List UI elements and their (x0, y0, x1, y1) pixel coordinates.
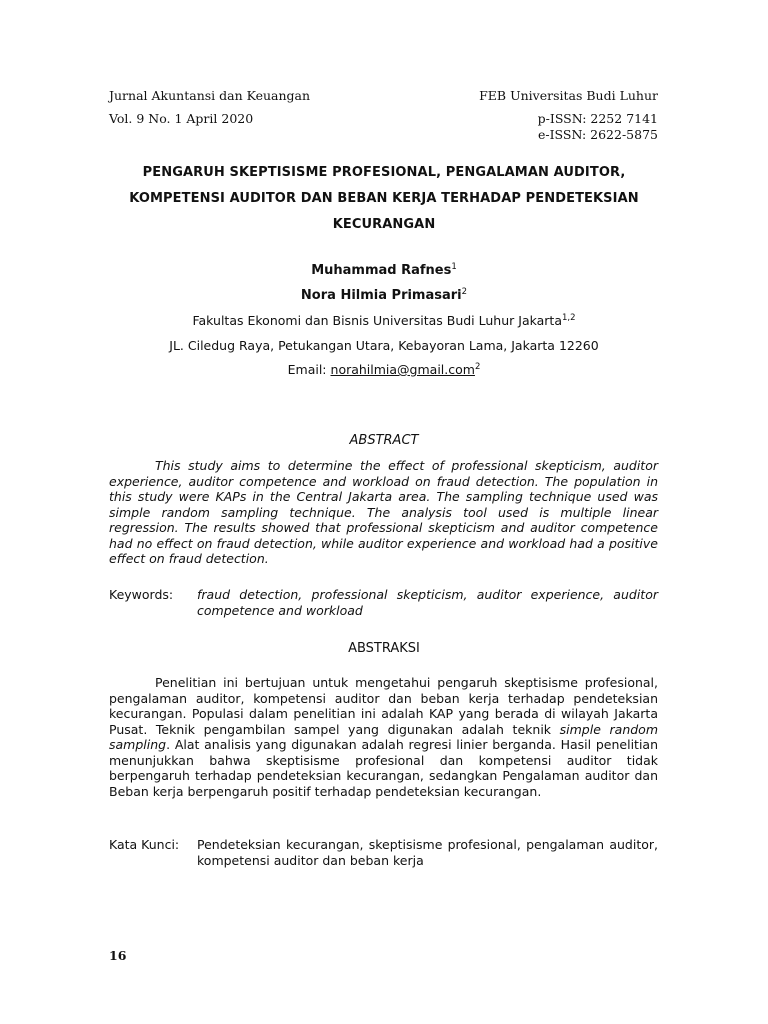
keywords-text: fraud detection, professional skepticism, auditor experience, auditor competence and workload (197, 587, 658, 618)
paper-title (100, 160, 668, 238)
abstract-body (109, 458, 658, 567)
faculty-mark: 1,2 (561, 313, 576, 323)
abstraksi-body (109, 675, 658, 799)
keywords-label: Keywords: (109, 587, 174, 602)
abstraksi-heading: ABSTRAKSI (348, 641, 420, 656)
e-issn: e-ISSN: 2622-5875 (538, 127, 658, 142)
author-1 (0, 262, 768, 280)
kata-kunci-text: Pendeteksian kecurangan, skeptisisme profesional, pengalaman auditor, kompetensi auditor dan beban kerja (197, 837, 658, 868)
abstract-keywords (109, 587, 658, 619)
affiliation-email (0, 361, 768, 379)
p-issn: p-ISSN: 2252 7141 (537, 111, 658, 126)
title-line-3: KECURANGAN (332, 217, 436, 232)
affiliation-address: JL. Ciledug Raya, Petukangan Utara, Kebayoran Lama, Jakarta 12260 (169, 338, 599, 353)
email-label: Email: (287, 362, 327, 377)
email-mark: 2 (474, 362, 481, 372)
abstraksi-keywords (109, 837, 658, 869)
faculty-text: Fakultas Ekonomi dan Bisnis Universitas Budi Luhur Jakarta (192, 313, 562, 328)
abstract-text: This study aims to determine the effect of professional skepticism, auditor experience, auditor competence and workload on fraud detection. The population in this study were KAPs in the Central Jakarta area. The sampling technique used was simple random sampling technique. The analysis tool used is multiple linear regression. The results showed that professional skepticism and auditor competence had no effect on fraud detection, while auditor experience and workload had a positive effect on fraud detection. (109, 458, 658, 566)
author-mark: 2 (461, 287, 468, 297)
journal-institution: FEB Universitas Budi Luhur (479, 88, 658, 103)
journal-name: Jurnal Akuntansi dan Keuangan (109, 88, 311, 103)
affiliation-faculty (0, 312, 768, 330)
journal-volume: Vol. 9 No. 1 April 2020 (109, 111, 254, 126)
page-number: 16 (109, 948, 127, 963)
abstraksi-text-italic: simple random sampling (109, 721, 658, 752)
kata-kunci-label: Kata Kunci: (109, 837, 180, 852)
author-2 (0, 287, 768, 305)
title-line-2: KOMPETENSI AUDITOR DAN BEBAN KERJA TERHADAP PENDETEKSIAN (129, 191, 639, 206)
abstraksi-text-2: . Alat analisis yang digunakan adalah regresi linier berganda. Hasil penelitian menunjukkan bahwa skeptisisme profesional dan kompetensi auditor tidak berpengaruh terhadap pendeteksian kecurangan, sedangkan Pengalaman auditor dan Beban kerja berpengaruh positif terhadap pendeteksian kecurangan. (109, 737, 658, 799)
author-name: Nora Hilmia Primasari (300, 288, 462, 303)
author-mark: 1 (451, 262, 457, 272)
abstract-heading: ABSTRACT (349, 433, 419, 448)
title-line-1: PENGARUH SKEPTISISME PROFESIONAL, PENGALAMAN AUDITOR, (142, 165, 626, 180)
abstraksi-text-1: Penelitian ini bertujuan untuk mengetahui pengaruh skeptisisme profesional, pengalaman auditor, kompetensi auditor dan beban kerja terhadap pendeteksian kecurangan. Populasi dalam penelitian ini adalah KAP yang berada di wilayah Jakarta Pusat. Teknik pengambilan sampel yang digunakan adalah teknik (109, 675, 658, 737)
email-link[interactable]: norahilmia@gmail.com (330, 362, 475, 377)
author-name: Muhammad Rafnes (311, 263, 452, 278)
